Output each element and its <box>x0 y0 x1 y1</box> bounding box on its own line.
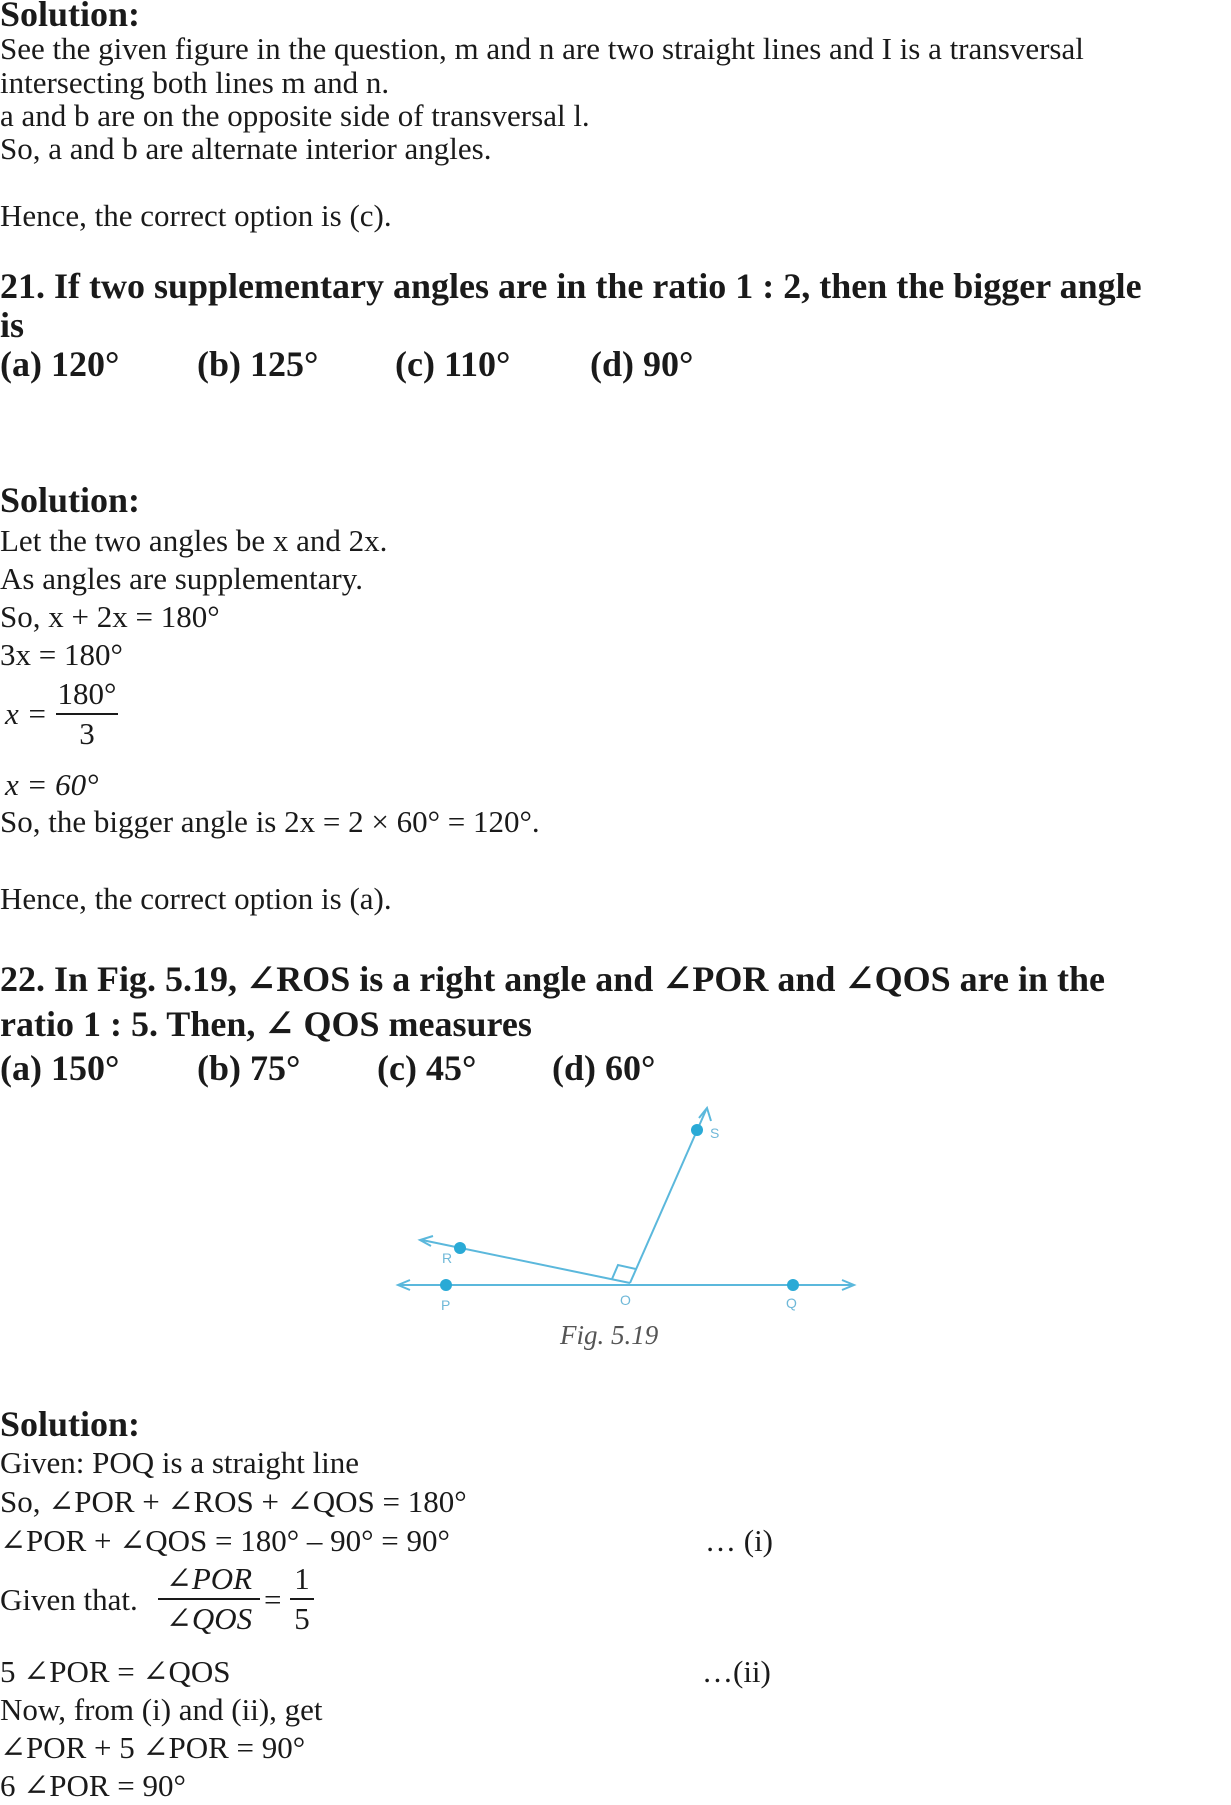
option-c: (c) 110° <box>395 344 511 384</box>
solution-line: Given: POQ is a straight line <box>0 1445 360 1480</box>
fraction-numerator: 1 <box>294 1561 310 1596</box>
option-a: (a) 150° <box>0 1048 120 1088</box>
fraction-denominator: ∠QOS <box>165 1601 253 1636</box>
given-that-label: Given that. <box>0 1582 138 1617</box>
solution-line: Let the two angles be x and 2x. <box>0 523 388 558</box>
question-text: 22. In Fig. 5.19, ∠ROS is a right angle and ∠POR and ∠QOS are in the <box>0 959 1105 999</box>
point-q <box>787 1279 799 1291</box>
point-p <box>440 1279 452 1291</box>
equation: 6 ∠POR = 90° <box>0 1768 186 1803</box>
ray-or <box>422 1240 630 1283</box>
solution-line: Now, from (i) and (ii), get <box>0 1692 323 1727</box>
label-s: S <box>710 1125 720 1141</box>
solution-result: x = 60° <box>5 767 99 802</box>
solution-conclusion: Hence, the correct option is (a). <box>0 881 392 916</box>
fraction-por-over-qos <box>158 1560 260 1638</box>
equation: ∠POR + 5 ∠POR = 90° <box>0 1730 306 1765</box>
label-r: R <box>442 1250 453 1266</box>
point-s <box>691 1124 703 1136</box>
option-a: (a) 120° <box>0 344 120 384</box>
solution-line: As angles are supplementary. <box>0 561 363 596</box>
label-o: O <box>620 1292 631 1308</box>
fraction-denominator: 3 <box>79 716 95 751</box>
fraction-numerator: ∠POR <box>165 1561 253 1596</box>
option-d: (d) 90° <box>590 344 694 384</box>
solution-line: See the given figure in the question, m and n are two straight lines and I is a transversal <box>0 31 1084 66</box>
solution-conclusion: Hence, the correct option is (c). <box>0 198 392 233</box>
solution-line: So, the bigger angle is 2x = 2 × 60° = 120°. <box>0 804 540 839</box>
solution-heading: Solution: <box>0 1404 141 1444</box>
solution-line: a and b are on the opposite side of transversal l. <box>0 98 590 133</box>
figure-caption: Fig. 5.19 <box>560 1320 659 1350</box>
solution-line: 3x = 180° <box>0 637 123 672</box>
question-text: is <box>0 305 25 345</box>
solution-heading: Solution: <box>0 0 141 34</box>
equation: So, ∠POR + ∠ROS + ∠QOS = 180° <box>0 1484 467 1519</box>
fraction-numerator: 180° <box>57 676 117 711</box>
label-q: Q <box>786 1295 797 1311</box>
equation-ref: … (i) <box>705 1523 774 1558</box>
equation: 5 ∠POR = ∠QOS <box>0 1654 231 1689</box>
fraction-1-over-5 <box>290 1560 314 1638</box>
ray-os <box>630 1110 706 1283</box>
solution-line: So, a and b are alternate interior angles. <box>0 131 492 166</box>
option-b: (b) 75° <box>197 1048 301 1088</box>
equation-ref: …(ii) <box>702 1654 771 1689</box>
label-p: P <box>441 1297 451 1313</box>
fraction-denominator: 5 <box>294 1601 310 1636</box>
option-b: (b) 125° <box>197 344 319 384</box>
equation: ∠POR + ∠QOS = 180° – 90° = 90° <box>0 1523 450 1558</box>
fraction-180-over-3 <box>56 675 118 753</box>
fraction-lhs: x = <box>5 696 48 731</box>
solution-line: intersecting both lines m and n. <box>0 65 390 100</box>
point-r <box>454 1242 466 1254</box>
option-d: (d) 60° <box>552 1048 656 1088</box>
solution-heading: Solution: <box>0 480 141 520</box>
question-text: ratio 1 : 5. Then, ∠ QOS measures <box>0 1004 532 1044</box>
option-c: (c) 45° <box>377 1048 477 1088</box>
solution-line: So, x + 2x = 180° <box>0 599 220 634</box>
question-text: 21. If two supplementary angles are in the ratio 1 : 2, then the bigger angle <box>0 266 1142 306</box>
equals-sign: = <box>264 1582 282 1617</box>
